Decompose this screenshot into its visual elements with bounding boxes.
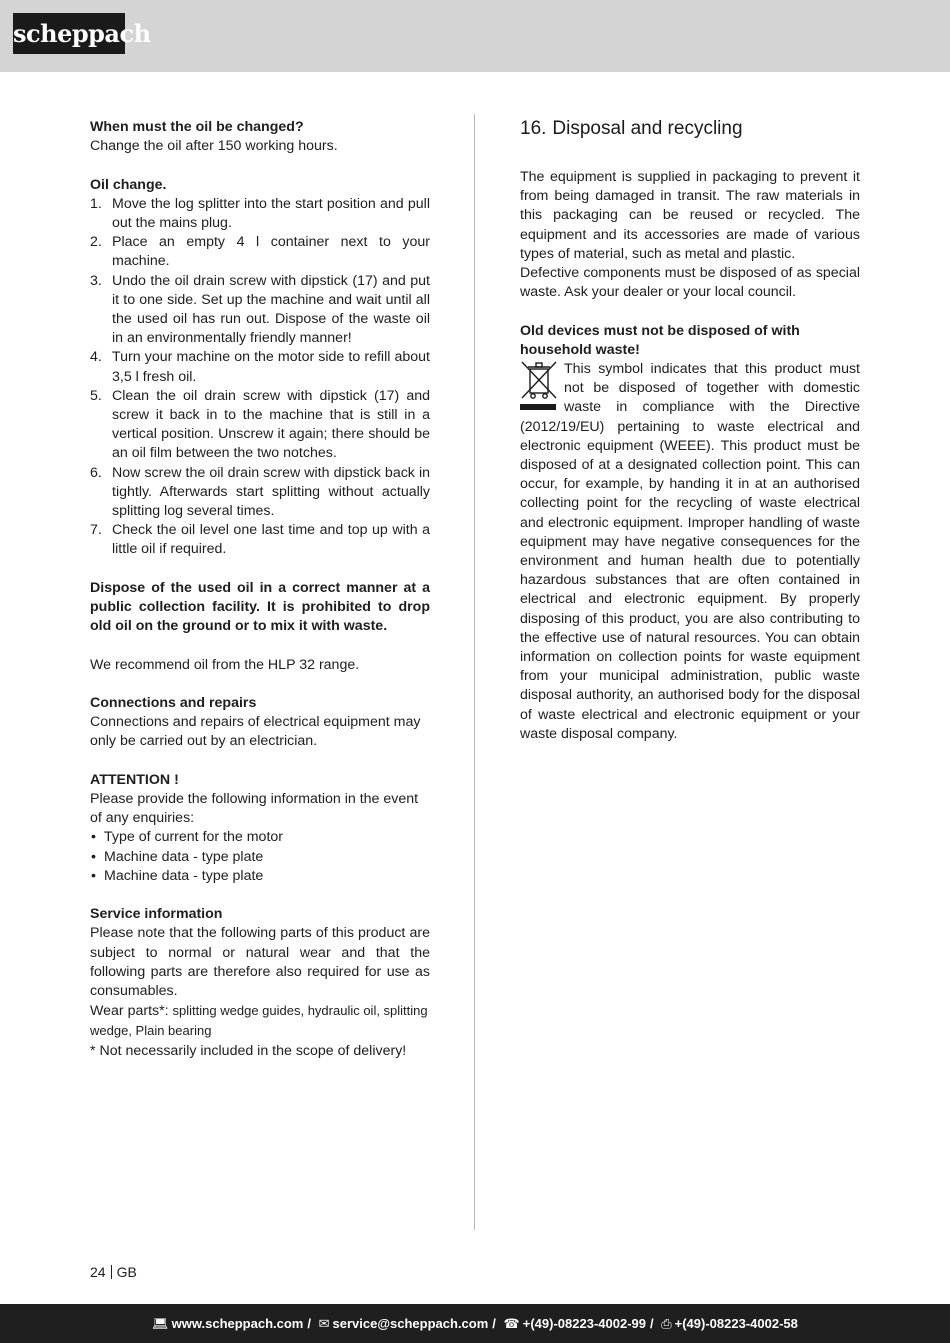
- step-text: Turn your machine on the motor side to refill about 3,5 l fresh oil.: [112, 349, 430, 385]
- page-language: GB: [116, 1264, 137, 1280]
- list-item-text: Machine data - type plate: [104, 848, 264, 865]
- step-number: 5.: [90, 387, 102, 404]
- page-footer: 💻︎ www.scheppach.com / ✉︎ service@scheppach.com / ☎︎ +(49)-08223-4002-99 / ⎙ +(49)-08223-4002-58: [0, 1304, 950, 1343]
- delivery-note: * Not necessarily included in the scope of delivery!: [90, 1042, 407, 1059]
- wear-parts-label: Wear parts*:: [90, 1003, 169, 1020]
- dispose-oil-warning: Dispose of the used oil in a correct manner at a public collection facility. It is prohibited to drop old oil on the ground or to mix it with waste.: [90, 579, 430, 635]
- list-item-text: Machine data - type plate: [104, 867, 264, 884]
- left-column: [90, 118, 430, 1061]
- oil-step: [90, 464, 430, 522]
- enquiry-info-list: [90, 828, 430, 886]
- section-number: 16.: [520, 118, 547, 139]
- page-number-value: 24: [90, 1264, 106, 1280]
- scheppach-logo: scheppach: [13, 13, 125, 54]
- step-text: Move the log splitter into the start position and pull out the mains plug.: [112, 195, 430, 231]
- list-item: • Type of current for the motor: [91, 829, 283, 846]
- footer-website[interactable]: www.scheppach.com: [171, 1316, 304, 1331]
- oil-step: [90, 387, 430, 464]
- weee-block: [520, 360, 860, 744]
- oil-step: [90, 272, 430, 349]
- section-title: [520, 118, 860, 140]
- old-devices-heading: Old devices must not be disposed of with household waste!: [520, 322, 800, 358]
- list-item: • Machine data - type plate: [91, 848, 264, 865]
- section-title-text: Disposal and recycling: [552, 118, 743, 139]
- step-text: Now screw the oil drain screw with dipstick back in tightly. Afterwards start splitting without actually splitting log several times.: [112, 464, 430, 520]
- oil-recommendation: We recommend oil from the HLP 32 range.: [90, 656, 360, 673]
- list-item: • Machine data - type plate: [91, 867, 264, 884]
- oil-change-heading: Oil change.: [90, 176, 167, 193]
- step-text: Undo the oil drain screw with dipstick (17) and put it to one side. Set up the machine and wait until all the used oil has run out. Dispose of the waste oil in an environmentally friendly manner!: [112, 272, 430, 347]
- laptop-icon: 💻︎: [152, 1316, 169, 1331]
- step-number: 6.: [90, 464, 102, 481]
- oil-step: [90, 195, 430, 233]
- defective-components-text: Defective components must be disposed of as special waste. Ask your dealer or your local council.: [520, 265, 860, 301]
- oil-step: [90, 348, 430, 386]
- connections-heading: Connections and repairs: [90, 695, 257, 712]
- step-text: Place an empty 4 l container next to your machine.: [112, 234, 430, 270]
- fax-icon: ⎙: [661, 1316, 672, 1331]
- step-text: Clean the oil drain screw with dipstick (17) and screw it back in to the machine that is still in a vertical position. Unscrew it again; there should be an oil film between the two notches.: [112, 387, 430, 462]
- page-header: [0, 0, 950, 72]
- column-divider: [474, 114, 475, 1230]
- service-heading: Service information: [90, 906, 223, 923]
- step-number: 7.: [90, 522, 102, 539]
- envelope-icon: ✉︎: [318, 1316, 330, 1331]
- phone-icon: ☎︎: [503, 1316, 520, 1331]
- step-number: 4.: [90, 349, 102, 366]
- step-number: 2.: [90, 234, 102, 251]
- connections-text: Connections and repairs of electrical equipment may only be carried out by an electrician.: [90, 714, 421, 750]
- crossed-out-bin-icon: [520, 360, 558, 412]
- footer-fax: +(49)-08223-4002-58: [674, 1316, 798, 1331]
- oil-step: [90, 521, 430, 559]
- step-number: 1.: [90, 195, 102, 212]
- weee-text: This symbol indicates that this product must not be disposed of together with domestic waste in compliance with the Directive (2012/19/EU) pertaining to waste electrical and electronic equipment (WEEE). This product must be disposed of at a designated collection point. This can occur, for example, by handing it in at an authorised collecting point for the recycling of waste electrical and electronic equipment. Improper handling of waste equipment may have negative consequences for the environment and human health due to potentially hazardous substances that are often contained in electrical and electronic equipment. By properly disposing of this product, you are also contributing to the effective use of natural resources. You can obtain information on collection points for waste equipment from your municipal administration, public waste disposal authority, an authorised body for the disposal of waste electrical and electronic equipment or your waste disposal company.: [520, 361, 860, 742]
- attention-text: Please provide the following information in the event of any enquiries:: [90, 791, 419, 827]
- service-text: Please note that the following parts of this product are subject to normal or natural wear and that the following parts are therefore also required for use as consumables.: [90, 925, 430, 1000]
- step-number: 3.: [90, 272, 102, 289]
- oil-change-when-text: Change the oil after 150 working hours.: [90, 138, 338, 155]
- list-item-text: Type of current for the motor: [104, 829, 283, 846]
- packaging-text: The equipment is supplied in packaging to prevent it from being damaged in transit. The raw materials in this packaging can be reused or recycled. The equipment and its accessories are made of various types of material, such as metal and plastic.: [520, 169, 860, 262]
- wear-parts: [90, 1001, 430, 1041]
- attention-heading: ATTENTION !: [90, 771, 179, 788]
- step-text: Check the oil level one last time and top up with a little oil if required.: [112, 522, 430, 558]
- footer-email[interactable]: service@scheppach.com: [332, 1316, 489, 1331]
- oil-change-when-heading: When must the oil be changed?: [90, 119, 304, 135]
- footer-phone: +(49)-08223-4002-99: [522, 1316, 646, 1331]
- page-number: [90, 1264, 137, 1280]
- right-column: [520, 118, 860, 744]
- oil-step: [90, 233, 430, 271]
- oil-change-steps: [90, 195, 430, 560]
- wear-parts-list: splitting wedge guides, hydraulic oil, splitting wedge, Plain bearing: [90, 1003, 428, 1039]
